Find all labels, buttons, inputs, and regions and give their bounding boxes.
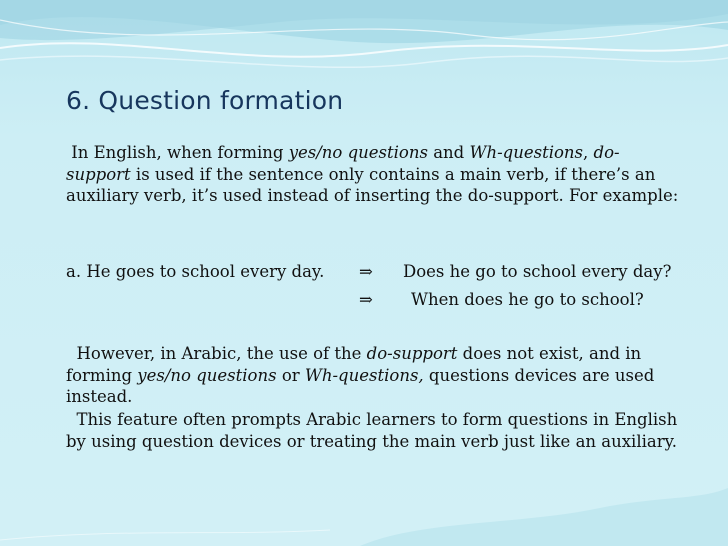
para1-text-c: and bbox=[427, 143, 470, 162]
arrow-icon: ⇒ bbox=[359, 262, 373, 281]
example-source-sentence: a. He goes to school every day. bbox=[66, 262, 325, 281]
slide-title: 6. Question formation bbox=[66, 86, 344, 115]
para2-text-c: does not exist, and in forming bbox=[66, 344, 642, 385]
para2-term-wh: Wh-questions, bbox=[304, 365, 424, 385]
paragraph-learner-errors bbox=[66, 409, 684, 452]
para1-term-do-support: do-support bbox=[66, 143, 620, 184]
para1-text-e: , bbox=[583, 143, 594, 162]
example-yes-no-question: Does he go to school every day? bbox=[403, 262, 672, 281]
arrow-icon: ⇒ bbox=[359, 290, 373, 309]
paragraph-english-do-support bbox=[66, 142, 684, 207]
para2-term-yes-no: yes/no questions bbox=[137, 365, 277, 385]
para3-text: This feature often prompts Arabic learners to form questions in English by using question devices or treating the main verb just like an auxiliary. bbox=[66, 410, 678, 451]
para2-term-do-support: do-support bbox=[366, 344, 458, 363]
paragraph-arabic-contrast bbox=[66, 343, 684, 408]
para1-term-wh: Wh-questions bbox=[469, 143, 584, 162]
example-wh-question: When does he go to school? bbox=[411, 290, 644, 309]
para2-text-g: questions devices are used instead. bbox=[66, 365, 655, 406]
para1-text-g: is used if the sentence only contains a main verb, if there’s an auxiliary verb, it’s used instead of inserting the do-support. For example: bbox=[66, 164, 679, 205]
para1-text-a: In English, when forming bbox=[71, 143, 289, 162]
para1-term-yes-no: yes/no questions bbox=[288, 143, 428, 162]
para2-text-e: or bbox=[276, 365, 305, 385]
para2-text-a: However, in Arabic, the use of the bbox=[76, 344, 367, 363]
